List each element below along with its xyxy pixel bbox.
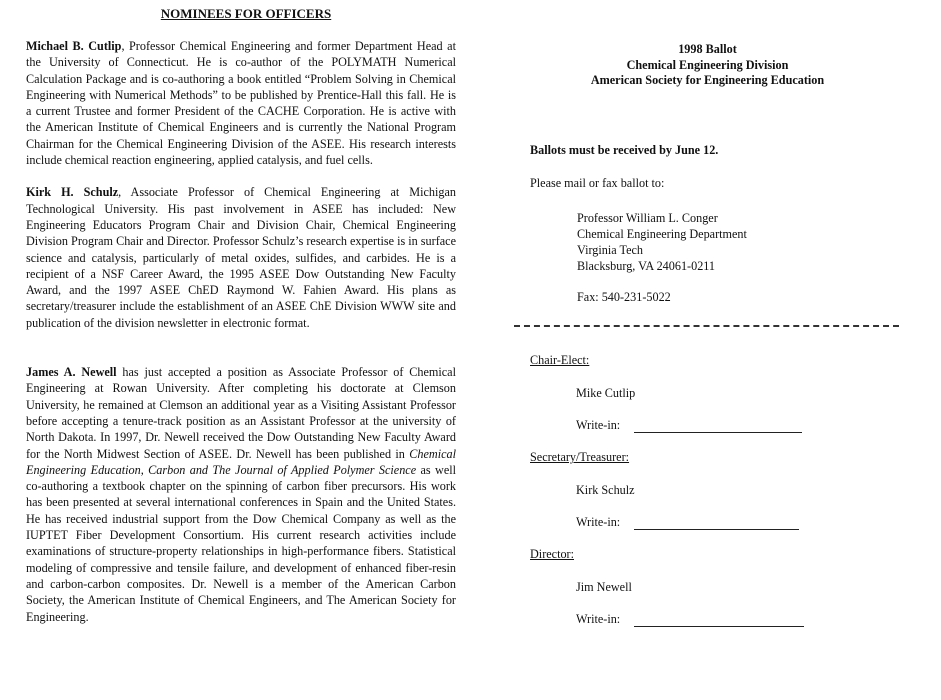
candidate-name: Jim Newell (576, 580, 632, 595)
fax-number: Fax: 540-231-5022 (577, 290, 671, 305)
office-secretary-treasurer: Secretary/Treasurer: (530, 450, 630, 465)
bio-newell (26, 364, 456, 625)
writein-blank[interactable] (634, 421, 802, 433)
writein-label: Write-in: (576, 418, 621, 433)
nominee-name: Michael B. Cutlip (26, 39, 122, 53)
ballot-title (530, 42, 885, 89)
bio-cutlip (26, 38, 456, 168)
address-line: Professor William L. Conger (577, 210, 718, 225)
ballot-division: Chemical Engineering Division (626, 57, 789, 72)
nominees-heading: NOMINEES FOR OFFICERS (160, 6, 332, 21)
writein-row (576, 515, 930, 530)
bio-text: , Associate Professor of Chemical Engineering at Michigan Technological University. His past involvement in ASEE has included: New Engineering Educators Program Chair and Division Chair, Chemical Engineering Division Program Chair and Director. Professor Schulz’s research expertise is in surface science and catalysis, particularly of metal oxides, sulfides, and carbides. He is a recipient of a NSF Career Award, the 1995 ASEE Dow Outstanding New Faculty Award, and the 1997 ASEE ChED Raymond W. Fahien Award. His plans as secretary/treasurer include the establishment of an ASEE ChE Division WWW site and publication of the division newsletter in electronic format. (26, 185, 456, 330)
mail-instructions: Please mail or fax ballot to: (530, 175, 665, 190)
ballot-column (530, 42, 930, 627)
address-line: Chemical Engineering Department (577, 226, 747, 241)
office-director: Director: (530, 547, 574, 562)
candidate-name: Mike Cutlip (576, 386, 636, 401)
writein-blank[interactable] (634, 615, 804, 627)
bio-text: as well co-authoring a textbook chapter on the spinning of carbon fiber precursors. His work has been presented at several international conferences in Spain and the United States. He has received industrial support from the Dow Chemical Company as well as the IUPTET Fiber Development Consortium. His current research activities include examinations of structure-property relationships in high-performance fibers. Statistical modeling of compressive and tensile failure, and development of enhanced fiber-resin and carbon-carbon composites. Dr. Newell is a member of the American Carbon Society, the American Institute of Chemical Engineers, and The American Society for Engineering. (26, 462, 457, 624)
address-line: Blacksburg, VA 24061-0211 (577, 259, 716, 274)
bio-text: , Professor Chemical Engineering and former Department Head at the University of Connecticut. He is co-author of the POLYMATH Numerical Calculation Package and is co-authoring a book entitled “Problem Solving in Chemical Engineering with Numerical Methods” to be published by Prentice-Hall this fall. He is a current Trustee and former President of the CACHE Corporation. He is active with the American Institute of Chemical Engineers and is currently the National Program Chairman for the Chemical Engineering Division of the ASEE. His research interests include chemical reaction engineering, applied catalysis, and fuel cells. (26, 39, 456, 168)
bio-text: has just accepted a position as Associate Professor of Chemical Engineering at Rowan University. After completing his doctorate at Clemson University, he remained at Clemson an additional year as a Visiting Assistant Professor before accepting a tenure-track position as an Assistant Professor at the university of North Dakota. In 1997, Dr. Newell received the Dow Outstanding New Faculty Award for the North Midwest Section of ASEE. Dr. Newell has been published in (26, 365, 456, 461)
writein-row (576, 418, 930, 433)
ballot-deadline: Ballots must be received by June 12. (530, 142, 719, 157)
writein-blank[interactable] (634, 518, 799, 530)
writein-label: Write-in: (576, 515, 621, 530)
cut-line-divider (514, 325, 899, 327)
office-chair-elect: Chair-Elect: (530, 353, 590, 368)
nominee-name: James A. Newell (26, 365, 117, 380)
bio-publications: Chemical Engineering Education, Carbon and The Journal of Applied Polymer Science (26, 446, 456, 477)
nominee-name: Kirk H. Schulz (26, 185, 119, 200)
address-line: Virginia Tech (577, 242, 643, 257)
nominees-column (26, 6, 456, 641)
bio-schulz (26, 184, 456, 331)
ballot-year: 1998 Ballot (678, 42, 737, 56)
ballot-society: American Society for Engineering Education (590, 73, 825, 87)
writein-label: Write-in: (576, 612, 621, 627)
mailing-address (577, 210, 930, 275)
candidate-name: Kirk Schulz (576, 483, 635, 498)
writein-row (576, 612, 930, 627)
